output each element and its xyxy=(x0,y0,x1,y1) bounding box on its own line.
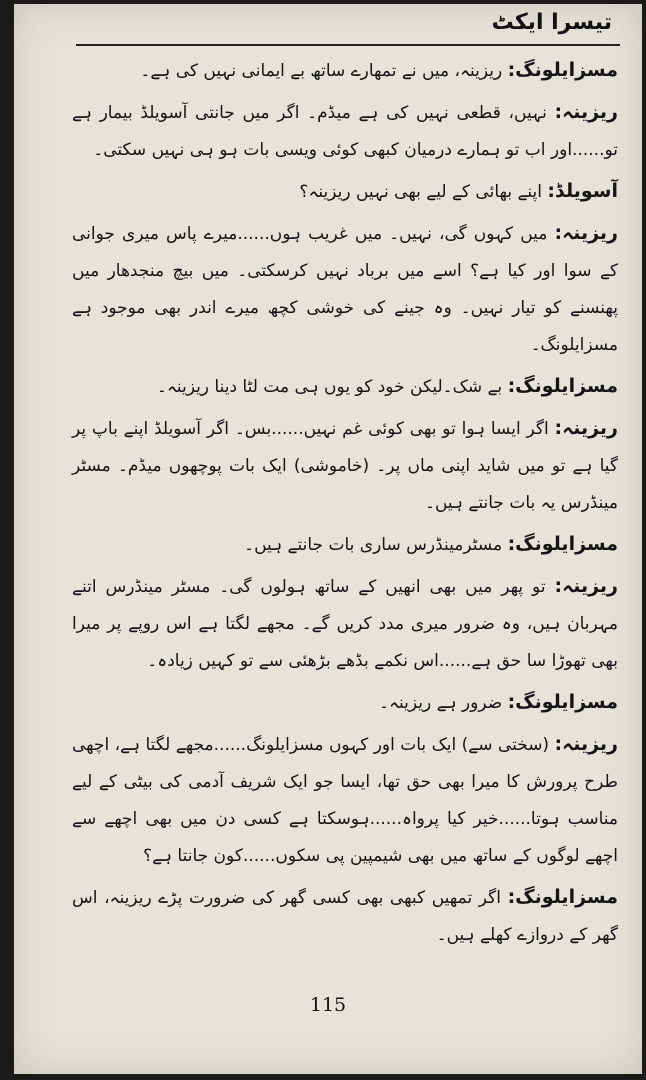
dialogue-paragraph xyxy=(72,568,618,680)
speaker-name: مسزایلونگ: xyxy=(507,533,618,555)
speaker-name: آسویلڈ: xyxy=(547,180,618,202)
dialogue-paragraph xyxy=(72,879,618,954)
dialogue-paragraph xyxy=(72,173,618,211)
dialogue-paragraph xyxy=(72,726,618,875)
speaker-name: ریزینہ: xyxy=(554,222,618,244)
speaker-name: مسزایلونگ: xyxy=(507,59,618,81)
dialogue-text: اگر تمھیں کبھی بھی کسی گھر کی ضرورت پڑے ریزینہ، اس گھر کے دروازے کھلے ہیں۔ xyxy=(72,888,618,945)
speaker-name: مسزایلونگ: xyxy=(507,691,618,713)
dialogue-paragraph xyxy=(72,526,618,564)
dialogue-paragraph xyxy=(72,684,618,722)
dialogue-text: اگر ایسا ہوا تو بھی کوئی غم نہیں......بس۔ اگر آسویلڈ اپنے باپ پر گیا ہے تو میں شاید اپنی ماں پر۔ (خاموشی) ایک بات پوچھوں میڈم۔ مسٹر مینڈرس یہ بات جانتے ہیں۔ xyxy=(72,419,618,513)
speaker-name: مسزایلونگ: xyxy=(507,375,618,397)
dialogue-text: مسٹرمینڈرس ساری بات جانتے ہیں۔ xyxy=(244,535,508,555)
dialogue-text: (سختی سے) ایک بات اور کہوں مسزایلونگ......مجھے لگتا ہے، اچھی طرح پرورش کا میرا بھی حق تھا، ایسا جو ایک شریف آدمی کی بیٹی کے لیے مناسب ہوتا......خیر کیا پرواہ......ہوسکتا ہے کسی دن میں بھی اچھے سے اچھے لوگوں کے ساتھ میں بھی شیمپین پی سکوں......کون جانتا ہے؟ xyxy=(72,735,618,866)
dialogue-paragraph xyxy=(72,215,618,364)
speaker-name: ریزینہ: xyxy=(554,733,618,755)
dialogue-text: تو پھر میں بھی انھیں کے ساتھ ہولوں گی۔ مسٹر مینڈرس اتنے مہربان ہیں، وہ ضرور میری مدد کریں گے۔ مجھے لگتا ہے اس روپے پر میرا بھی تھوڑا سا حق ہے......اس نکمے بڈھے بڑھئی سے تو کہیں زیادہ۔ xyxy=(72,577,618,671)
dialogue-body xyxy=(72,52,618,958)
header-divider xyxy=(76,44,620,46)
speaker-name: ریزینہ: xyxy=(554,575,618,597)
dialogue-text: بے شک۔لیکن خود کو یوں ہی مت لٹا دینا ریزینہ۔ xyxy=(156,377,508,397)
dialogue-paragraph xyxy=(72,410,618,522)
page-number: 115 xyxy=(309,994,347,1016)
speaker-name: ریزینہ: xyxy=(554,101,618,123)
dialogue-paragraph xyxy=(72,368,618,406)
book-page xyxy=(14,4,642,1074)
dialogue-text: اپنے بھائی کے لیے بھی نہیں ریزینہ؟ xyxy=(299,182,548,202)
dialogue-paragraph xyxy=(72,52,618,90)
dialogue-text: ضرور ہے ریزینہ۔ xyxy=(379,693,508,713)
speaker-name: ریزینہ: xyxy=(554,417,618,439)
running-header-title: تیسرا ایکٹ xyxy=(491,10,612,35)
speaker-name: مسزایلونگ: xyxy=(507,886,618,908)
dialogue-text: ریزینہ، میں نے تمھارے ساتھ بے ایمانی نہیں کی ہے۔ xyxy=(140,61,508,81)
dialogue-paragraph xyxy=(72,94,618,169)
dialogue-text: نہیں، قطعی نہیں کی ہے میڈم۔ اگر میں جانتی آسویلڈ بیمار ہے تو......اور اب تو ہمارے درمیان کبھی کوئی ویسی بات ہو ہی نہیں سکتی۔ xyxy=(72,103,618,160)
page-header xyxy=(14,4,642,48)
dialogue-text: میں کہوں گی، نہیں۔ میں غریب ہوں......میرے پاس میری جوانی کے سوا اور کیا ہے؟ اسے میں برباد نہیں کرسکتی۔ میں بیچ منجدھار میں پھنسنے کو تیار نہیں۔ وہ جینے کی خوشی کچھ میرے اندر بھی موجود ہے مسزایلونگ۔ xyxy=(72,224,618,355)
